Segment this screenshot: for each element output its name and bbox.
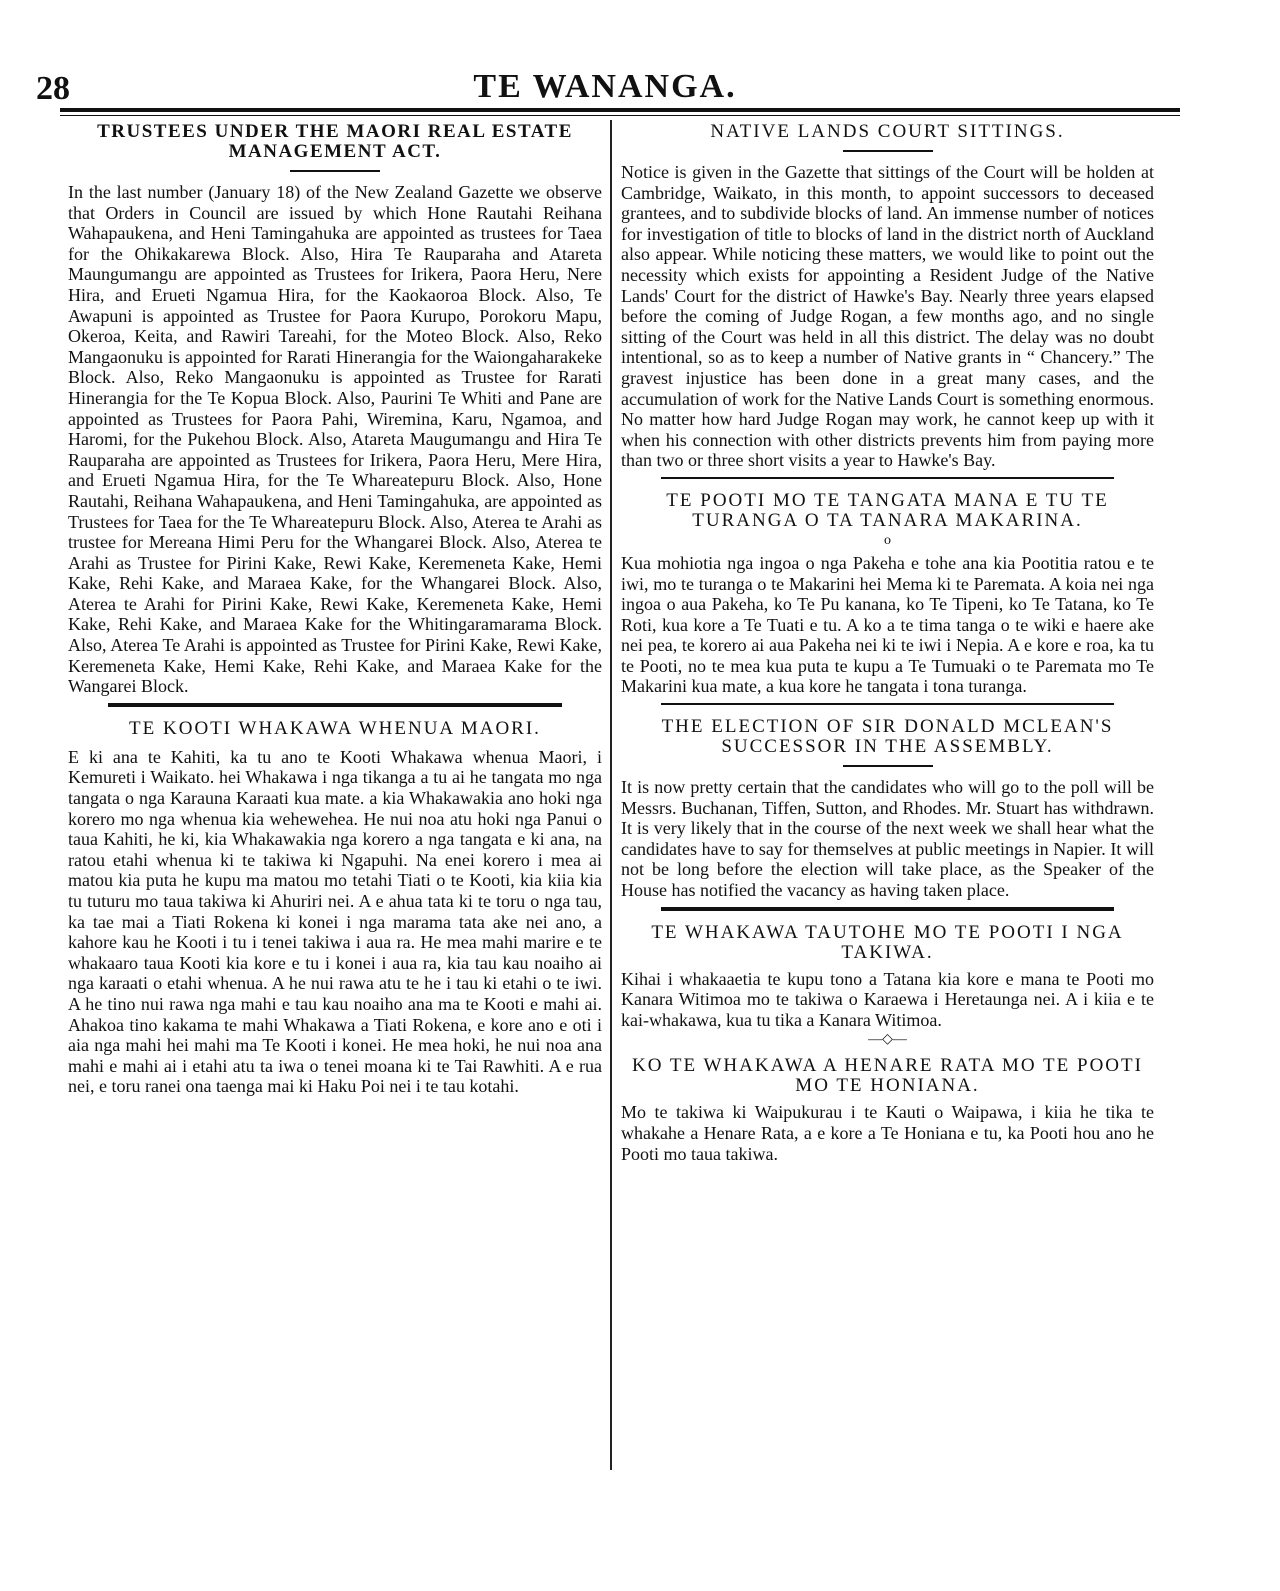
article-heading: THE ELECTION OF SIR DONALD MCLEAN'S SUCCESSOR IN THE ASSEMBLY.: [661, 716, 1114, 758]
article-separator: [661, 907, 1114, 911]
article-body: Notice is given in the Gazette that sittings of the Court will be holden at Cambridge, Waikato, in this month, to appoint successors to deceased grantees, and to subdivide blocks of land. An immense number of notices for investigation of title to blocks of land in the district north of Auckland also appear. While noticing these matters, we would like to point out the necessity which exists for appointing a Resident Judge of the Native Lands' Court for the district of Hawke's Bay. Nearly three years elapsed before the coming of Judge Rogan, a few months ago, and no single sitting of the Court was held in all this district. The delay was no doubt intentional, so as to keep a number of Native grants in “ Chancery.” The gravest injustice has been done in a great many cases, and the accumulation of work for the Native Lands Court is something enormous. No matter how hard Judge Rogan may work, he cannot keep up with it when his connection with other districts prevents him from paying more than two or three short visits a year to Hawke's Bay.: [621, 162, 1154, 471]
masthead-rule: [60, 108, 1180, 112]
masthead-rule-thin: [60, 115, 1180, 116]
article-heading: TE WHAKAWA TAUTOHE MO TE POOTI I NGA TAKIWA.: [651, 921, 1124, 963]
heading-rule: [290, 170, 380, 172]
article-separator: [661, 477, 1114, 479]
article-body: Mo te takiwa ki Waipukurau i te Kauti o Waipawa, i kiia he tika te whakahe a Henare Rata, a e kore a Te Honiana e tu, ka Pooti hou ano he Pooti mo taua takiwa.: [621, 1102, 1154, 1164]
column-divider: [610, 120, 612, 1470]
article-separator: [108, 703, 562, 707]
article-whakawa-tautohe: [621, 919, 1154, 1031]
page-number: 28: [36, 70, 70, 107]
heading-rule: [843, 150, 933, 152]
article-body: In the last number (January 18) of the New Zealand Gazette we observe that Orders in Council are issued by which Hone Rautahi Reihana Wahapaukena, and Heni Tamingahuka are appointed as trustees for Taea for the Ohikakarewa Block. Also, Hira Te Rauparaha and Atareta Maungumangu are appointed as Trustees for Irikera, Paora Heru, Nere Hira, and Erueti Ngamua Hira, for the Kaokaoroa Block. Also, Te Awapuni is appointed as Trustee for Paora Kurupo, Porokoru Mapu, Okeroa, Keita, and Rawiri Tareahi, for the Moteo Block. Also, Reko Mangaonuku is appointed for Rarati Hinerangia for the Waiongaharakeke Block. Also, Reko Mangaonuku is appointed as Trustee for Rarati Hinerangia for the Te Kopua Block. Also, Paurini Te Whiti and Pane are appointed as Trustees for Paora Pahi, Wiremina, Karu, Ngamoa, and Haromi, for the Pukehou Block. Also, Atareta Maugumangu and Hira Te Rauparaha are appointed as Trustees for Irikera, Paora Heru, Mere Hira, and Erueti Ngamua Hira, for the Te Whareatepuru Block. Also, Hone Rautahi, Reihana Wahapaukena, and Heni Tamingahuka, are appointed as Trustees for Taea for the Te Whareatepuru Block. Also, Aterea te Arahi as trustee for Mereana Himi Peru for the Whangarei Block. Also, Aterea te Arahi as Trustee for Pirini Kake, Rewi Kake, Keremeneta Kake, Hemi Kake, Rehi Kake, and Maraea Kake, for the Whangarei Block. Also, Aterea te Arahi for Pirini Kake, Rewi Kake, Keremeneta Kake, Hemi Kake, Rehi Kake, and Maraea Kake for the Whitingaramarama Block. Also, Aterea Te Arahi is appointed as Trustee for Pirini Kake, Rewi Kake, Keremeneta Kake, Hemi Kake, Rehi Kake, and Maraea Kake for the Wangarei Block.: [68, 182, 602, 697]
right-column: [621, 118, 1154, 1164]
article-body: Kihai i whakaaetia te kupu tono a Tatana kia kore e mana te Pooti mo Kanara Witimoa mo te takiwa o Karaewa i Heretaunga nei. A i kiia e te kai-whakawa, kua tu tika a Kanara Witimoa.: [621, 968, 1154, 1030]
article-heading: NATIVE LANDS COURT SITTINGS.: [710, 121, 1065, 142]
article-body: It is now pretty certain that the candidates who will go to the poll will be Messrs. Buchanan, Tiffen, Sutton, and Rhodes. Mr. Stuart has withdrawn. It is very likely that in the course of the next week we shall hear what the candidates have to say for themselves at public meetings in Napier. It will not be long before the election will take place, as the Speaker of the House has notified the vacancy as having taken place.: [621, 777, 1154, 901]
article-heading: TE POOTI MO TE TANGATA MANA E TU TE TURANGA O TA TANARA MAKARINA.: [666, 489, 1109, 531]
left-column: [68, 118, 602, 1097]
article-henare-rata: [621, 1052, 1154, 1164]
article-separator: [661, 703, 1114, 705]
article-body: E ki ana te Kahiti, ka tu ano te Kooti Whakawa whenua Maori, i Kemureti i Waikato. hei Whakawa i nga tikanga a tu ai he tangata mo nga tangata o nga Karauna Karaati kua mate. a kia Whakawakia ano hoki nga korero mo nga whenua kia wehewehea. He nui noa atu hoki nga Panui o taua Kahiti, he ki, kia Whakawakia nga korero a nga tangata e ki ana, na ratou etahi whenua ki te takiwa ki Ngapuhi. Na enei korero i mea ai matou kia puta he kupu ma matou mo tetahi Tiati o te Kooti, kia kiia kia tu tuturu mo taua takiwa ki Ahuriri nei. A e ahua tata ki te toru o nga tau, ka tae mai a Tiati Rokena ki konei i nga marama tata ake nei ano, a kahore kau he Kooti i tu i tenei takiwa i aua ra. He mea mahi marire e te whakaaro taua Kooti kia kore e tu i konei i aua ra, kia tau kau noaiho ai nga karaati o etahi whenua. A he nui rawa atu te he i tau ki etahi o te iwi. A he tino nui rawa nga mahi e tau kau noaiho ana ma te Kooti e mahi ai. Ahakoa tino kakama te mahi Whakawa a Tiati Rokena, e kore ano e oti i aia nga mahi hei mahi ma Te Kooti i konei. He mea hoki, he nui noa ana mahi e mahi ai i etahi atu ta iwa o tenei moana ki te Tai Rawhiti. A e rua nei, e toru ranei ona taenga mai ki Haku Poi nei i te tau kotahi.: [68, 746, 602, 1097]
article-body: Kua mohiotia nga ingoa o nga Pakeha e tohe ana kia Pootitia ratou e te iwi, mo te turanga o te Makarini hei Mema ki te Paremata. A koia nei nga ingoa o aua Pakeha, ko Te Pu kanana, ko Te Tipeni, ko Te Tatana, ko Te Roti, kua kore a Te Tuati e tu. A ko a te tima tanga o te wiki e haere ake nei pea, te korero ai aua Pakeha nei ki te iwi i Nepia. A e kore e roa, ka tu te Pooti, no te mea kua puta te kupu a Te Tumuaki o te Paremata mo Te Makarini kua mate, a kua kore he tangata i tona turanga.: [621, 552, 1154, 697]
article-pooti-makarini: [621, 487, 1154, 697]
heading-rule: [843, 765, 933, 767]
ornament: —◇—: [868, 1032, 907, 1048]
article-heading: TRUSTEES UNDER THE MAORI REAL ESTATE MANAGEMENT ACT.: [97, 121, 573, 162]
spacer: [68, 739, 602, 747]
article-native-lands-court: [621, 118, 1154, 471]
ornament: o: [884, 532, 891, 548]
article-kooti-whakawa: [68, 715, 602, 1097]
article-trustees: [68, 118, 602, 697]
paper-title: TE WANANGA.: [473, 68, 737, 105]
masthead: [30, 60, 1180, 108]
article-election: [621, 713, 1154, 901]
article-heading: KO TE WHAKAWA A HENARE RATA MO TE POOTI MO TE HONIANA.: [632, 1055, 1143, 1097]
article-heading: TE KOOTI WHAKAWA WHENUA MAORI.: [129, 717, 541, 739]
